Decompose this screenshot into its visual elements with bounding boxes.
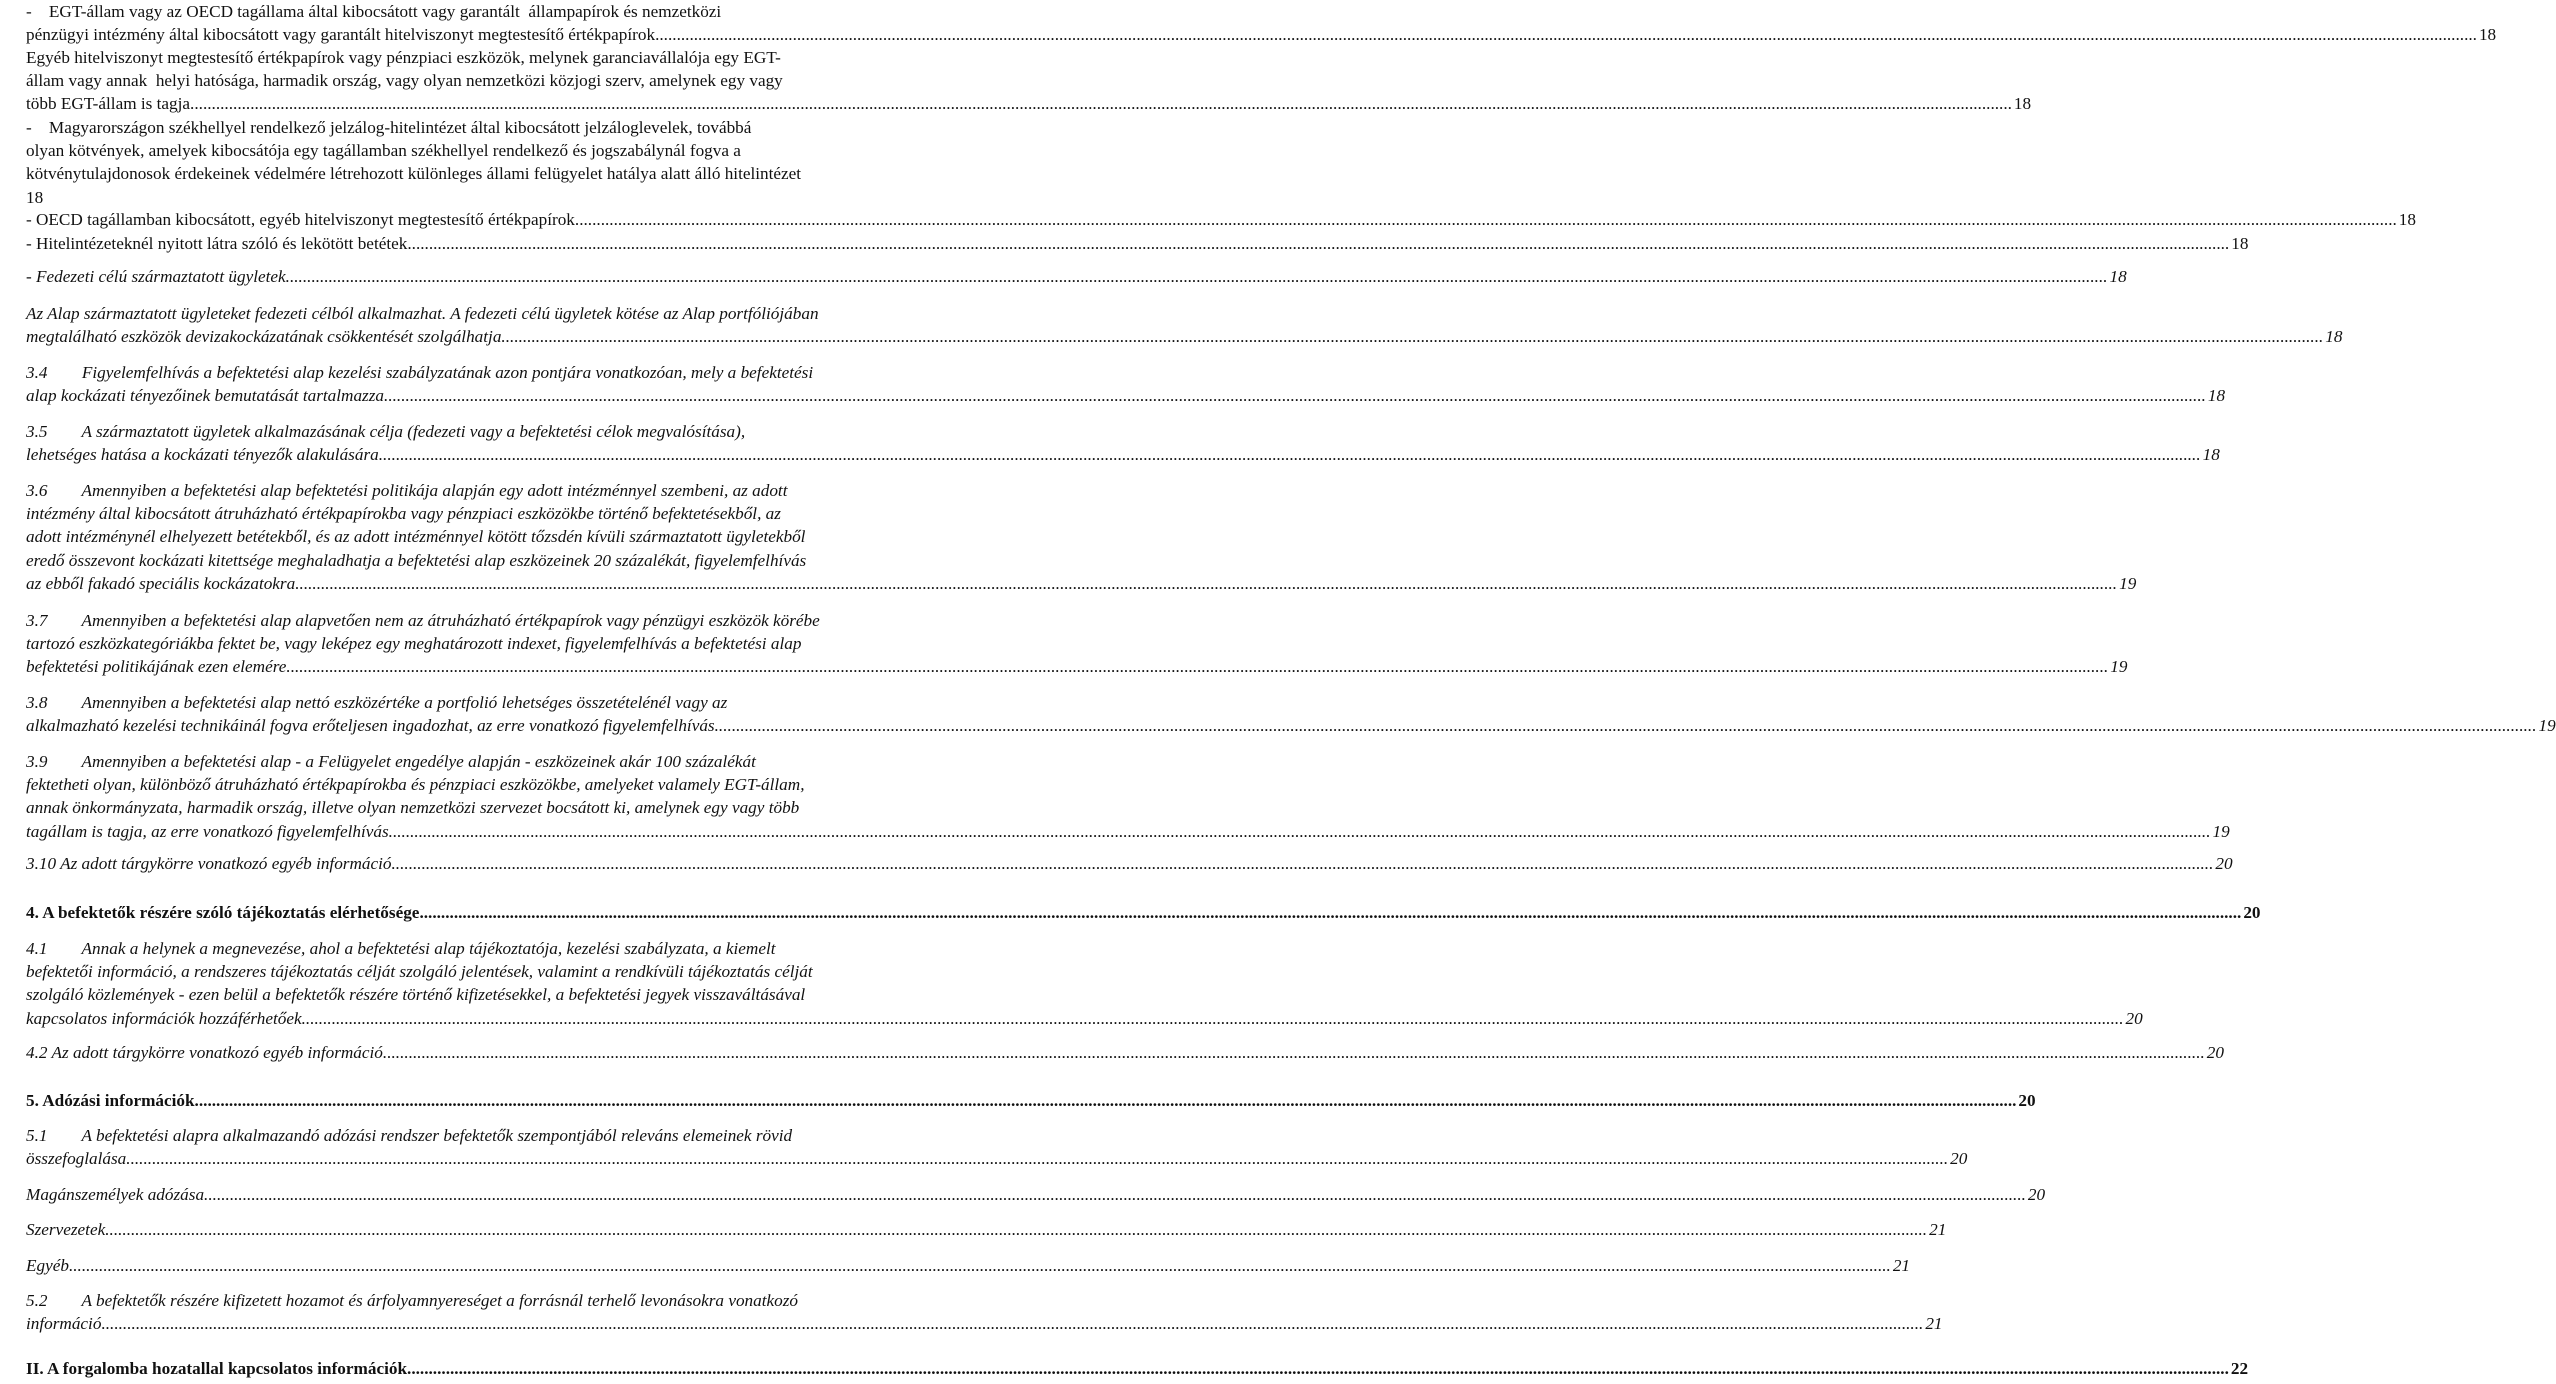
toc-entry-line [26, 714, 2556, 737]
toc-entry-text: 5.1 A befektetési alapra alkalmazandó adózási rendszer befektetők szempontjából releváns elemeinek rövid [26, 1126, 793, 1145]
toc-entry[interactable] [26, 691, 2556, 737]
toc-entry-line [26, 632, 962, 655]
toc-entry[interactable] [26, 1357, 2249, 1380]
toc-entry-line [26, 1289, 962, 1312]
toc-page-number: 20 [2206, 1043, 2224, 1062]
toc-page-number: 20 [2215, 854, 2233, 873]
toc-entry-line [26, 302, 962, 325]
toc-entry-line [26, 232, 2249, 255]
toc-entry-line [26, 1089, 2036, 1112]
toc-entry-text: befektetési politikájának ezen elemére ..... [26, 655, 2108, 678]
toc-page-number: 18 [2478, 25, 2497, 45]
toc-page-number: 20 [2018, 1091, 2036, 1110]
toc-entry[interactable] [26, 232, 2249, 255]
toc-page-number: 20 [2243, 903, 2261, 922]
toc-entry-line [26, 1147, 1968, 1170]
toc-entry-text: 3.4 Figyelemfelhívás a befektetési alap kezelési szabályzatának azon pontjára vonatkozóan, mely a befektetési [26, 363, 814, 382]
toc-entry-text: fektetheti olyan, különböző átruházható értékpapírokba és pénzpiaci eszközökbe, amelyeket valamely EGT-állam, [26, 775, 805, 795]
toc-page-number: 20 [2027, 1185, 2046, 1204]
toc-page-number: 19 [2538, 716, 2556, 736]
toc-page-number: 22 [2230, 1359, 2249, 1378]
toc-entry-text: 3.6 Amennyiben a befektetési alap befektetési politikája alapján egy adott intézménnyel szembeni, az adott [26, 481, 788, 500]
toc-entry-line [26, 1183, 2046, 1206]
toc-entry-text: információ ..... [26, 1312, 1923, 1335]
toc-entry[interactable] [26, 609, 2128, 679]
toc-entry[interactable] [26, 361, 2226, 407]
toc-entry-line [26, 265, 2127, 288]
toc-page-number: 20 [2125, 1008, 2143, 1028]
toc-entry-text: állam vagy annak helyi hatósága, harmadik ország, vagy olyan nemzetközi közjogi szerv, amelynek egy vagy [26, 71, 783, 91]
toc-entry-text: - OECD tagállamban kibocsátott, egyéb hitelviszonyt megtestesítő értékpapírok ..... [26, 208, 2397, 231]
toc-entry[interactable] [26, 1124, 1968, 1170]
toc-entry-text: pénzügyi intézmény által kibocsátott vagy garantált hitelviszonyt megtestesítő értékpapírok ..... [26, 23, 2477, 46]
toc-entry[interactable] [26, 937, 2143, 1030]
toc-entry[interactable] [26, 901, 2261, 924]
toc-entry-text: az ebből fakadó speciális kockázatokra ..... [26, 572, 2117, 595]
toc-page-number: 19 [2110, 657, 2128, 677]
toc-entry-text: - Fedezeti célú származtatott ügyletek ..... [26, 265, 2108, 288]
toc-entry-line [26, 1218, 1947, 1241]
toc-entry-line [26, 325, 2343, 348]
toc-entry[interactable] [26, 750, 2230, 843]
toc-entry-text: Magánszemélyek adózása ..... [26, 1183, 2026, 1206]
toc-entry-line [26, 1007, 2143, 1030]
toc-entry[interactable] [26, 479, 2137, 595]
toc-page-number: 18 [2231, 234, 2249, 253]
toc-entry-line [26, 139, 962, 162]
toc-entry-line [26, 750, 962, 773]
toc-entry-line [26, 1124, 962, 1147]
toc-entry-text: megtalálható eszközök devizakockázatának csökkentését szolgálhatja ..... [26, 325, 2323, 348]
toc-entry-text: 5.2 A befektetők részére kifizetett hozamot és árfolyamnyereséget a forrásnál terhelő levonásokra vonatkozó [26, 1291, 799, 1310]
toc-entry-line [26, 1254, 1911, 1277]
toc-entry-text: 4.2 Az adott tárgykörre vonatkozó egyéb információ ..... [26, 1041, 2205, 1064]
toc-page-number: 18 [2398, 210, 2416, 229]
toc-page-number: 21 [1892, 1256, 1911, 1275]
toc-entry-line [26, 116, 962, 139]
toc-entry-text: - EGT-állam vagy az OECD tagállama által kibocsátott vagy garantált állampapírok és nemzetközi [26, 2, 722, 21]
toc-entry-text: adott intézménynél elhelyezett betétekből, és az adott intézménnyel kötött tőzsdén kívüli származtatott ügyletekből [26, 527, 806, 547]
toc-entry-line [26, 361, 962, 384]
toc-entry-line [26, 502, 962, 525]
toc-entry-line [26, 0, 962, 23]
toc-entry-text: olyan kötvények, amelyek kibocsátója egy tagállamban székhellyel rendelkező és jogszabálynál fogva a [26, 141, 741, 161]
toc-entry-text: 18 [26, 187, 44, 207]
toc-page-number: 20 [1950, 1149, 1968, 1169]
toc-entry-line [26, 420, 962, 443]
toc-entry-line [26, 609, 962, 632]
toc-entry-line [26, 901, 2261, 924]
toc-entry[interactable] [26, 116, 962, 209]
toc-entry-text: összefoglalása ..... [26, 1147, 1948, 1170]
toc-page-number: 18 [2109, 267, 2127, 286]
toc-entry-text: szolgáló közlemények - ezen belül a befektetők részére történő kifizetésekkel, a befektetési jegyek visszaváltásával [26, 985, 806, 1005]
toc-entry[interactable] [26, 852, 2233, 875]
toc-entry-text: 3.8 Amennyiben a befektetési alap nettó eszközértéke a portfolió lehetséges összetételénél vagy az [26, 693, 728, 712]
toc-entry-line [26, 960, 962, 983]
toc-entry[interactable] [26, 302, 2343, 348]
toc-page-number: 18 [2202, 445, 2220, 465]
toc-entry-line [26, 92, 2032, 115]
toc-entry-line [26, 549, 962, 572]
toc-entry-text: 3.5 A származtatott ügyletek alkalmazásának célja (fedezeti vagy a befektetési célok megvalósítása), [26, 422, 746, 441]
toc-page-number: 18 [2207, 386, 2226, 406]
toc-entry-text: 3.9 Amennyiben a befektetési alap - a Felügyelet engedélye alapján - eszközeinek akár 100 százalékát [26, 752, 756, 771]
toc-entry-text: - Magyarországon székhellyel rendelkező jelzálog-hitelintézet által kibocsátott jelzáloglevelek, továbbá [26, 118, 752, 137]
toc-entry-line [26, 691, 962, 714]
toc-entry-line [26, 208, 2416, 231]
toc-page-number: 18 [2013, 94, 2032, 114]
toc-entry[interactable] [26, 1089, 2036, 1112]
toc-entry-line [26, 852, 2233, 875]
toc-entry[interactable] [26, 1254, 1911, 1277]
toc-entry-text: 5. Adózási információk ..... [26, 1089, 2016, 1112]
toc-entry-text: lehetséges hatása a kockázati tényezők alakulására ..... [26, 443, 2201, 466]
toc-entry-line [26, 69, 962, 92]
toc-entry-line [26, 186, 962, 209]
toc-entry-line [26, 1312, 1943, 1335]
toc-entry[interactable] [26, 1218, 1947, 1241]
toc-entry-text: II. A forgalomba hozatallal kapcsolatos információk ..... [26, 1357, 2229, 1380]
toc-entry-line [26, 525, 962, 548]
toc-entry-line [26, 937, 962, 960]
toc-entry[interactable] [26, 1041, 2224, 1064]
toc-entry-line [26, 983, 962, 1006]
toc-entry[interactable] [26, 0, 2497, 46]
toc-entry-line [26, 820, 2230, 843]
toc-entry[interactable] [26, 46, 2032, 116]
toc-entry-line [26, 1041, 2224, 1064]
toc-entry-text: 4.1 Annak a helynek a megnevezése, ahol a befektetési alap tájékoztatója, kezelési szabályzata, a kiemelt [26, 939, 776, 958]
toc-entry[interactable] [26, 208, 2416, 231]
toc-entry-text: eredő összevont kockázati kitettsége meghaladhatja a befektetési alap eszközeinek 20 százalékát, figyelemfelhívás [26, 550, 807, 570]
toc-entry-text: Az Alap származtatott ügyleteket fedezeti célból alkalmazhat. A fedezeti célú ügyletek kötése az Alap portfóliójában [26, 304, 819, 323]
toc-entry-line [26, 46, 962, 69]
toc-entry-text: Egyéb hitelviszonyt megtestesítő értékpapírok vagy pénzpiaci eszközök, melynek garanciavállalója egy EGT- [26, 48, 781, 67]
toc-entry[interactable] [26, 1289, 1943, 1335]
toc-entry-text: intézmény által kibocsátott átruházható értékpapírokba vagy pénzpiaci eszközökbe történő befektetésekből, az [26, 504, 781, 524]
toc-entry[interactable] [26, 420, 2220, 466]
toc-page-number: 19 [2212, 821, 2230, 841]
toc-entry-text: tagállam is tagja, az erre vonatkozó figyelemfelhívás ..... [26, 820, 2211, 843]
toc-entry-text: - Hitelintézeteknél nyitott látra szóló és lekötött betétek ..... [26, 232, 2229, 255]
toc-entry-text: 3.10 Az adott tárgykörre vonatkozó egyéb információ ..... [26, 852, 2213, 875]
toc-entry-text: befektetői információ, a rendszeres tájékoztatás célját szolgáló jelentések, valamint a rendkívüli tájékoztatás célját [26, 962, 813, 982]
toc-entry-text: tartozó eszközkategóriákba fektet be, vagy leképez egy meghatározott indexet, figyelemfelhívás a befektetési alap [26, 634, 802, 654]
toc-entry-line [26, 773, 962, 796]
toc-entry-line [26, 572, 2137, 595]
toc-entry-text: annak önkormányzata, harmadik ország, illetve olyan nemzetközi szervezet bocsátott ki, amelynek egy vagy több [26, 798, 800, 818]
toc-entry-text: alkalmazható kezelési technikáinál fogva erőteljesen ingadozhat, az erre vonatkozó figyelemfelhívás ..... [26, 714, 2537, 737]
toc-entry-line [26, 479, 962, 502]
toc-entry-text: több EGT-állam is tagja ..... [26, 92, 2012, 115]
toc-entry-text: kapcsolatos információk hozzáférhetőek ..... [26, 1007, 2123, 1030]
toc-entry-text: Szervezetek ..... [26, 1218, 1927, 1241]
toc-entry-line [26, 655, 2128, 678]
toc-page-number: 21 [1929, 1220, 1947, 1239]
toc-entry-line [26, 162, 962, 185]
toc-entry-line [26, 23, 2497, 46]
toc-entry-text: 4. A befektetők részére szóló tájékoztatás elérhetősége ..... [26, 901, 2241, 924]
toc-entry-line [26, 443, 2220, 466]
toc-entry-text: kötvénytulajdonosok érdekeinek védelmére létrehozott különleges állami felügyelet hatálya alatt álló hitelintézet [26, 164, 802, 184]
toc-page-number: 21 [1925, 1314, 1943, 1334]
toc-entry[interactable] [26, 265, 2127, 288]
toc-entry-line [26, 1357, 2249, 1380]
toc-entry[interactable] [26, 1183, 2046, 1206]
toc-entry-line [26, 796, 962, 819]
toc-page-number: 19 [2119, 573, 2137, 593]
toc-entry-line [26, 384, 2226, 407]
toc-page-number: 18 [2325, 327, 2343, 347]
toc-entry-text: alap kockázati tényezőinek bemutatását tartalmazza ..... [26, 384, 2206, 407]
toc-entry-text: 3.7 Amennyiben a befektetési alap alapvetően nem az átruházható értékpapírok vagy pénzügyi eszközök körébe [26, 611, 820, 630]
toc-entry-text: Egyéb ..... [26, 1254, 1891, 1277]
